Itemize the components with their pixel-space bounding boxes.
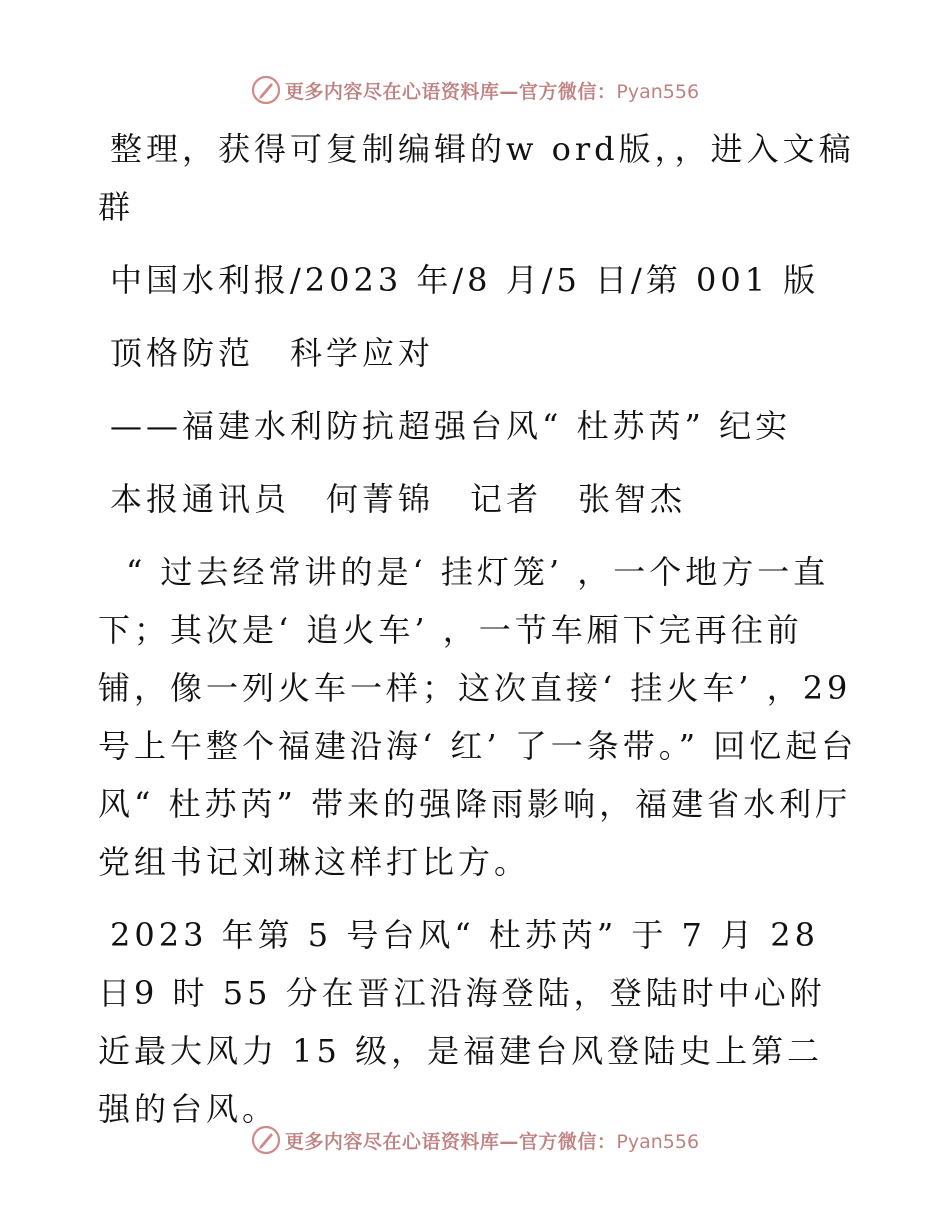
watermark-label: 更多内容尽在心语资料库—官方微信： xyxy=(284,80,617,103)
quill-logo-icon xyxy=(251,75,281,105)
watermark-code: Pyan556 xyxy=(616,1130,700,1153)
article-byline: 本报通讯员 何菁锦 记者 张智杰 xyxy=(110,480,687,518)
watermark-text xyxy=(285,77,699,104)
watermark-code: Pyan556 xyxy=(616,80,700,103)
quill-logo-icon xyxy=(251,1125,281,1155)
watermark-banner-top xyxy=(0,70,950,110)
body-paragraph-2: 2023 年第 5 号台风“ 杜苏芮” 于 7 月 28 日9 时 55 分在晋江沿海登陆，登陆时中心附近最大风力 15 级，是福建台风登陆史上第二强的台风。 xyxy=(98,916,826,1128)
publication-line: 中国水利报/2023 年/8 月/5 日/第 001 版 xyxy=(110,261,820,299)
watermark-label: 更多内容尽在心语资料库—官方微信： xyxy=(284,1130,617,1153)
article-subtitle: ——福建水利防抗超强台风“ 杜苏芮” 纪实 xyxy=(110,407,792,445)
document-body xyxy=(98,120,858,1138)
body-paragraph-1: “ 过去经常讲的是‘ 挂灯笼’ ，一个地方一直下；其次是‘ 追火车’ ，一节车厢下完再往前铺，像一列火车一样；这次直接‘ 挂火车’ ，29号上午整个福建沿海‘ 红’ 了一条带。” 回忆起台风“ 杜苏芮” 带来的强降雨影响，福建省水利厅党组书记刘琳这样打比方。 xyxy=(98,553,858,881)
article-title: 顶格防范 科学应对 xyxy=(110,334,435,372)
watermark-banner-bottom xyxy=(0,1120,950,1160)
watermark-text xyxy=(285,1127,699,1154)
intro-paragraph: 整理，获得可复制编辑的w ord版，，进入文稿群 xyxy=(98,130,855,226)
